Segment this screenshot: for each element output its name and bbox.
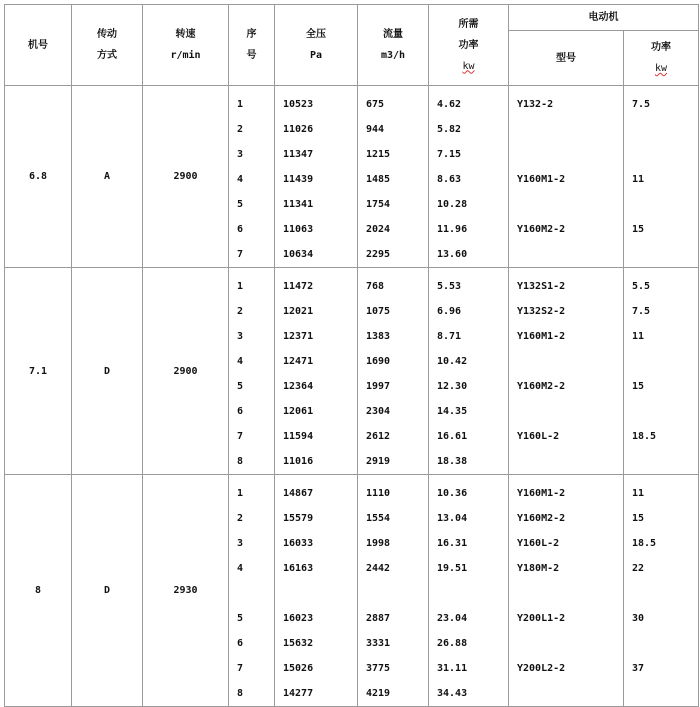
power-cell-column	[429, 86, 509, 268]
power-cell: 19.51	[437, 563, 468, 574]
flow-cell: 1997	[366, 381, 391, 392]
motor-model-cell: Y132S1-2	[517, 281, 566, 292]
seq-cell: 5	[237, 199, 244, 210]
power-cell: 26.88	[437, 638, 468, 649]
group-row	[5, 268, 699, 475]
pressure-cell: 15026	[283, 663, 314, 674]
spacer	[237, 581, 274, 606]
motor-power-cell: 30	[632, 613, 645, 624]
seq-cell: 4	[237, 563, 244, 574]
table-body	[5, 86, 699, 707]
power-cell: 11.96	[437, 224, 468, 235]
power-cell-column	[429, 268, 509, 475]
pressure-cell: 14867	[283, 488, 314, 499]
pressure-cell: 12061	[283, 406, 314, 417]
flow-cell: 1383	[366, 331, 391, 342]
pressure-cell: 15579	[283, 513, 314, 524]
pressure-cell: 15632	[283, 638, 314, 649]
header-motor-model: 型号	[509, 31, 624, 86]
power-cell: 8.71	[437, 331, 462, 342]
pressure-cell: 14277	[283, 688, 314, 699]
seq-cell: 6	[237, 224, 244, 235]
power-cell: 14.35	[437, 406, 468, 417]
flow-cell: 1110	[366, 488, 391, 499]
seq-cell: 6	[237, 638, 244, 649]
spacer	[517, 581, 623, 606]
power-cell: 10.28	[437, 199, 468, 210]
motor-model-cell	[517, 192, 623, 217]
motor-power-cell: 15	[632, 224, 645, 235]
pressure-cell: 11063	[283, 224, 314, 235]
spacer	[283, 581, 357, 606]
pressure-cell: 11016	[283, 456, 314, 467]
pressure-cell: 11594	[283, 431, 314, 442]
power-cell-column	[429, 475, 509, 707]
power-cell: 10.42	[437, 356, 468, 367]
motor-power-cell	[632, 142, 698, 167]
flow-cell: 3331	[366, 638, 391, 649]
motor-power-cell: 18.5	[632, 538, 657, 549]
power-cell: 16.61	[437, 431, 468, 442]
seq-cell: 2	[237, 124, 244, 135]
seq-cell: 1	[237, 488, 244, 499]
motor-power-cell: 11	[632, 331, 645, 342]
group-speed: 2900	[143, 268, 229, 475]
seq-cell: 8	[237, 456, 244, 467]
flow-cell: 2442	[366, 563, 391, 574]
seq-cell: 8	[237, 688, 244, 699]
motor-model-cell: Y160M1-2	[517, 488, 566, 499]
power-cell: 13.04	[437, 513, 468, 524]
seq-cell: 7	[237, 431, 244, 442]
motor-power-cell: 18.5	[632, 431, 657, 442]
power-cell: 5.53	[437, 281, 462, 292]
motor-model-cell-column	[509, 475, 624, 707]
power-cell: 6.96	[437, 306, 462, 317]
motor-model-cell: Y132-2	[517, 99, 554, 110]
seq-cell: 1	[237, 281, 244, 292]
motor-model-cell: Y132S2-2	[517, 306, 566, 317]
header-drive: 传动 方式	[72, 5, 143, 86]
flow-cell: 4219	[366, 688, 391, 699]
power-cell: 7.15	[437, 149, 462, 160]
motor-power-cell: 7.5	[632, 99, 651, 110]
power-cell: 10.36	[437, 488, 468, 499]
flow-cell: 1485	[366, 174, 391, 185]
power-cell: 23.04	[437, 613, 468, 624]
header-speed: 转速 r/min	[143, 5, 229, 86]
seq-cell: 7	[237, 663, 244, 674]
pressure-cell: 12371	[283, 331, 314, 342]
flow-cell-column	[358, 268, 429, 475]
flow-cell: 1754	[366, 199, 391, 210]
pressure-cell: 11341	[283, 199, 314, 210]
pressure-cell: 11026	[283, 124, 314, 135]
seq-cell: 6	[237, 406, 244, 417]
pressure-cell: 12471	[283, 356, 314, 367]
flow-cell: 2612	[366, 431, 391, 442]
seq-cell: 5	[237, 381, 244, 392]
flow-cell: 1215	[366, 149, 391, 160]
group-model-no: 7.1	[5, 268, 72, 475]
motor-model-cell: Y200L2-2	[517, 663, 566, 674]
motor-power-cell	[632, 117, 698, 142]
motor-model-cell	[517, 142, 623, 167]
motor-power-cell	[632, 399, 698, 424]
motor-model-cell: Y180M-2	[517, 563, 560, 574]
group-speed: 2930	[143, 475, 229, 707]
motor-model-cell: Y160L-2	[517, 538, 560, 549]
motor-model-cell	[517, 117, 623, 142]
flow-cell: 1690	[366, 356, 391, 367]
flow-cell: 2887	[366, 613, 391, 624]
motor-model-cell	[517, 399, 623, 424]
pressure-cell: 11439	[283, 174, 314, 185]
header-flow: 流量 m3/h	[358, 5, 429, 86]
seq-cell: 7	[237, 249, 244, 260]
power-cell: 18.38	[437, 456, 468, 467]
power-cell: 13.60	[437, 249, 468, 260]
pressure-cell-column	[275, 268, 358, 475]
pressure-cell: 12364	[283, 381, 314, 392]
power-cell: 12.30	[437, 381, 468, 392]
pressure-cell-column	[275, 475, 358, 707]
fan-performance-table	[4, 4, 699, 707]
motor-power-cell: 15	[632, 513, 645, 524]
motor-model-cell	[517, 349, 623, 374]
flow-cell: 2295	[366, 249, 391, 260]
pressure-cell: 10634	[283, 249, 314, 260]
flow-cell: 1998	[366, 538, 391, 549]
motor-power-cell: 7.5	[632, 306, 651, 317]
header-pressure: 全压 Pa	[275, 5, 358, 86]
group-model-no: 6.8	[5, 86, 72, 268]
pressure-cell: 10523	[283, 99, 314, 110]
power-cell: 31.11	[437, 663, 468, 674]
motor-power-cell	[632, 681, 698, 706]
flow-cell: 1554	[366, 513, 391, 524]
header-model-no: 机号	[5, 5, 72, 86]
pressure-cell: 16163	[283, 563, 314, 574]
motor-power-cell	[632, 349, 698, 374]
motor-model-cell: Y160M1-2	[517, 174, 566, 185]
motor-power-cell-column	[624, 268, 699, 475]
motor-model-cell	[517, 681, 623, 706]
header-seq: 序 号	[229, 5, 275, 86]
motor-power-cell: 5.5	[632, 281, 651, 292]
motor-model-cell	[517, 242, 623, 267]
flow-cell: 2919	[366, 456, 391, 467]
motor-power-cell	[632, 449, 698, 474]
group-speed: 2900	[143, 86, 229, 268]
motor-power-cell	[632, 192, 698, 217]
seq-cell: 4	[237, 356, 244, 367]
group-row	[5, 86, 699, 268]
motor-model-cell-column	[509, 268, 624, 475]
motor-model-cell	[517, 631, 623, 656]
header-power: 所需 功率 kw	[429, 5, 509, 86]
motor-power-cell: 22	[632, 563, 645, 574]
flow-cell: 3775	[366, 663, 391, 674]
seq-cell: 2	[237, 306, 244, 317]
pressure-cell-column	[275, 86, 358, 268]
pressure-cell: 12021	[283, 306, 314, 317]
seq-cell: 3	[237, 538, 244, 549]
seq-cell: 5	[237, 613, 244, 624]
seq-cell: 2	[237, 513, 244, 524]
group-drive: A	[72, 86, 143, 268]
seq-cell: 3	[237, 149, 244, 160]
spacer	[366, 581, 428, 606]
seq-cell: 4	[237, 174, 244, 185]
motor-power-cell	[632, 631, 698, 656]
motor-model-cell: Y160M2-2	[517, 381, 566, 392]
pressure-cell: 16023	[283, 613, 314, 624]
motor-power-cell	[632, 242, 698, 267]
flow-cell-column	[358, 86, 429, 268]
power-cell: 34.43	[437, 688, 468, 699]
motor-power-cell-column	[624, 475, 699, 707]
power-cell: 5.82	[437, 124, 462, 135]
group-row	[5, 475, 699, 707]
power-cell: 8.63	[437, 174, 462, 185]
motor-power-cell: 11	[632, 488, 645, 499]
motor-model-cell-column	[509, 86, 624, 268]
motor-power-cell: 37	[632, 663, 645, 674]
group-model-no: 8	[5, 475, 72, 707]
power-cell: 4.62	[437, 99, 462, 110]
flow-cell: 675	[366, 99, 385, 110]
pressure-cell: 11472	[283, 281, 314, 292]
seq-cell-column	[229, 475, 275, 707]
motor-model-cell: Y160M2-2	[517, 513, 566, 524]
motor-model-cell: Y160M1-2	[517, 331, 566, 342]
motor-model-cell: Y160L-2	[517, 431, 560, 442]
seq-cell-column	[229, 86, 275, 268]
flow-cell: 2024	[366, 224, 391, 235]
flow-cell: 944	[366, 124, 385, 135]
motor-power-cell: 11	[632, 174, 645, 185]
pressure-cell: 16033	[283, 538, 314, 549]
spacer	[632, 581, 698, 606]
flow-cell: 2304	[366, 406, 391, 417]
header-motor-power: 功率 kw	[624, 31, 699, 86]
seq-cell: 3	[237, 331, 244, 342]
spacer	[437, 581, 508, 606]
flow-cell: 768	[366, 281, 385, 292]
seq-cell: 1	[237, 99, 244, 110]
motor-power-cell-column	[624, 86, 699, 268]
motor-model-cell	[517, 449, 623, 474]
header-motor: 电动机	[509, 5, 699, 31]
motor-model-cell: Y160M2-2	[517, 224, 566, 235]
power-cell: 16.31	[437, 538, 468, 549]
group-drive: D	[72, 475, 143, 707]
group-drive: D	[72, 268, 143, 475]
flow-cell-column	[358, 475, 429, 707]
motor-power-cell: 15	[632, 381, 645, 392]
motor-model-cell: Y200L1-2	[517, 613, 566, 624]
pressure-cell: 11347	[283, 149, 314, 160]
flow-cell: 1075	[366, 306, 391, 317]
seq-cell-column	[229, 268, 275, 475]
